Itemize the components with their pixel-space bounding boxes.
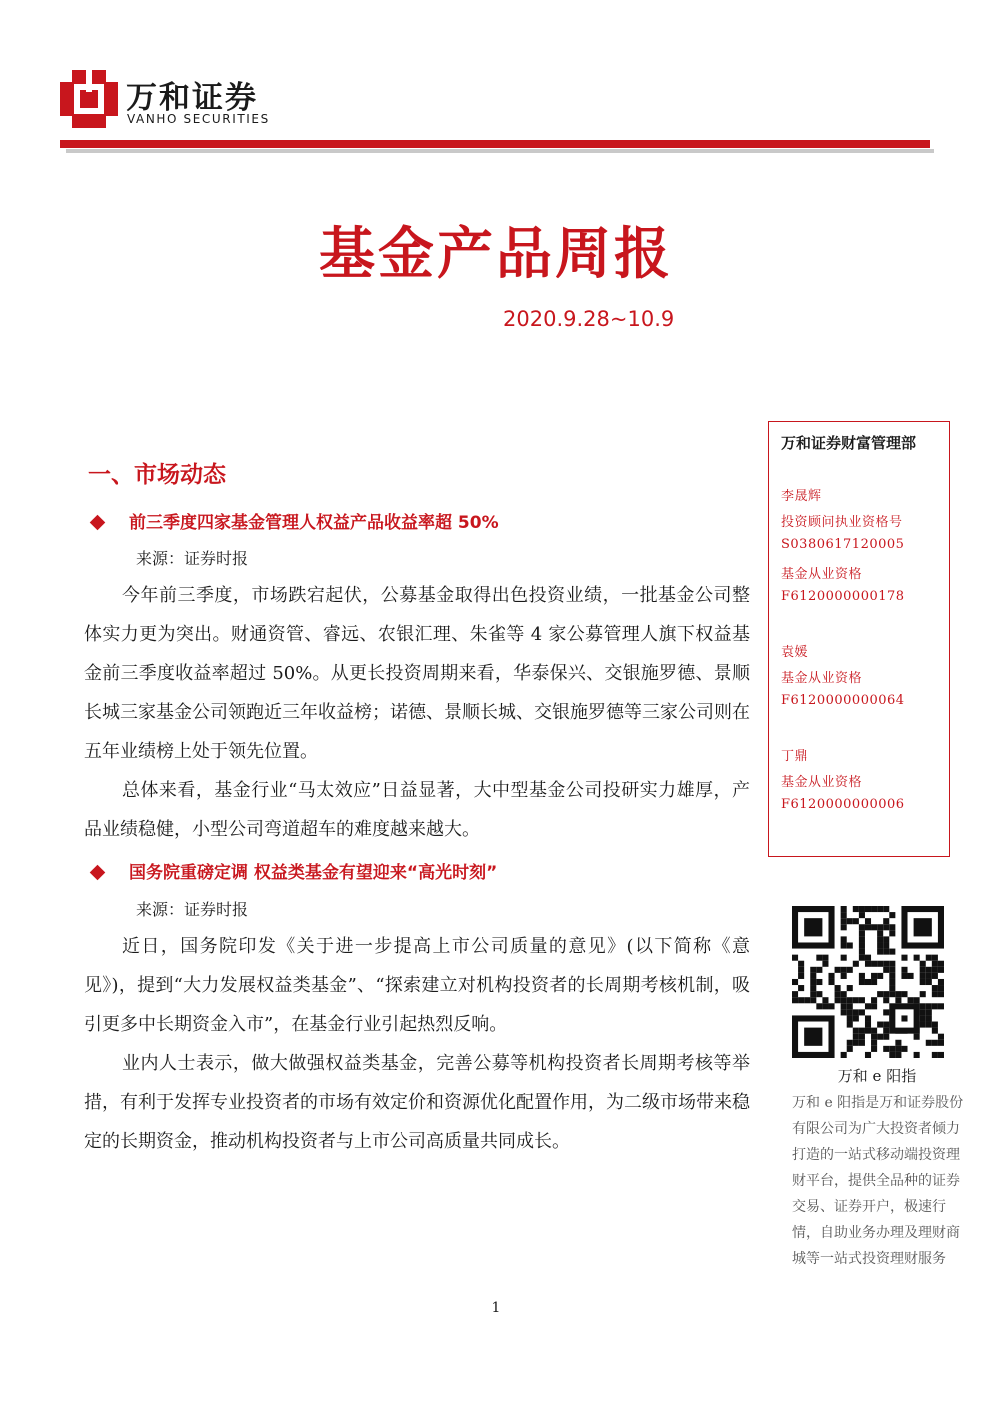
vanho-logo-icon xyxy=(60,70,118,128)
news-paragraph: 今年前三季度，市场跌宕起伏，公募基金取得出色投资业绩，一批基金公司整体实力更为突出。财通资管、睿远、农银汇理、朱雀等 4 家公募管理人旗下权益基金前三季度收益率超过 50%。从更长投资周期来看，华泰保兴、交银施罗德、景顺长城三家基金公司领跑近三年收益榜；诺德、景顺长城、交银施罗德等三家公司则在五年业绩榜上处于领先位置。 xyxy=(84,585,750,762)
advisor-line: F6120000000006 xyxy=(781,797,905,812)
advisor-line: 袁媛 xyxy=(781,645,809,660)
news-headline-2 xyxy=(88,858,497,883)
advisor-box-heading: 万和证券财富管理部 xyxy=(781,434,917,452)
logo-chinese-name: 万和证券 xyxy=(126,80,258,116)
advisor-line: 基金从业资格 xyxy=(781,567,863,582)
advisor-line: S0380617120005 xyxy=(781,537,905,552)
diamond-bullet-icon xyxy=(90,864,106,880)
qr-code-icon[interactable] xyxy=(792,906,944,1058)
advisor-line: F6120000000178 xyxy=(781,589,905,604)
qr-description: 万和 e 阳指是万和证券股份有限公司为广大投资者倾力打造的一站式移动端投资理财平台，提供全品种的证券交易、证券开户，极速行情，自助业务办理及理财商城等一站式投资理财服务 xyxy=(792,1095,964,1267)
qr-caption: 万和 e 阳指 xyxy=(837,1067,917,1085)
advisor-line: F6120000000064 xyxy=(781,693,905,708)
advisor-line: 丁鼎 xyxy=(781,749,809,764)
advisor-info-box xyxy=(768,421,950,857)
section-title: 一、市场动态 xyxy=(88,462,226,488)
advisor-line: 投资顾问执业资格号 xyxy=(781,515,903,530)
diamond-bullet-icon xyxy=(90,514,106,530)
company-logo xyxy=(60,70,300,130)
news-paragraph: 近日，国务院印发《关于进一步提高上市公司质量的意见》(以下简称《意见》)，提到“大力发展权益类基金”、“探索建立对机构投资者的长周期考核机制，吸引更多中长期资金入市”，在基金行业引起热烈反响。 xyxy=(84,936,750,1035)
logo-english-name: VANHO SECURITIES xyxy=(127,112,270,126)
advisor-line: 基金从业资格 xyxy=(781,775,863,790)
news-headline-1 xyxy=(88,508,499,533)
news-source-2: 来源：证券时报 xyxy=(136,900,249,919)
header-rule-shadow xyxy=(66,149,934,153)
news-paragraph: 总体来看，基金行业“马太效应”日益显著，大中型基金公司投研实力雄厚，产品业绩稳健，小型公司弯道超车的难度越来越大。 xyxy=(84,780,750,840)
news-headline-text: 前三季度四家基金管理人权益产品收益率超 50% xyxy=(129,513,499,533)
news-source-1: 来源：证券时报 xyxy=(136,549,249,568)
advisor-line: 基金从业资格 xyxy=(781,671,863,686)
news-paragraph: 业内人士表示，做大做强权益类基金，完善公募等机构投资者长周期考核等举措，有利于发挥专业投资者的市场有效定价和资源优化配置作用，为二级市场带来稳定的长期资金，推动机构投资者与上市公司高质量共同成长。 xyxy=(84,1053,750,1152)
news-headline-text: 国务院重磅定调 权益类基金有望迎来“高光时刻” xyxy=(129,863,498,883)
page-number: 1 xyxy=(491,1300,501,1316)
advisor-line: 李晟辉 xyxy=(781,489,822,504)
report-date-range: 2020.9.28~10.9 xyxy=(503,307,675,331)
report-title: 基金产品周报 xyxy=(319,222,673,287)
header-rule-red xyxy=(60,140,930,148)
